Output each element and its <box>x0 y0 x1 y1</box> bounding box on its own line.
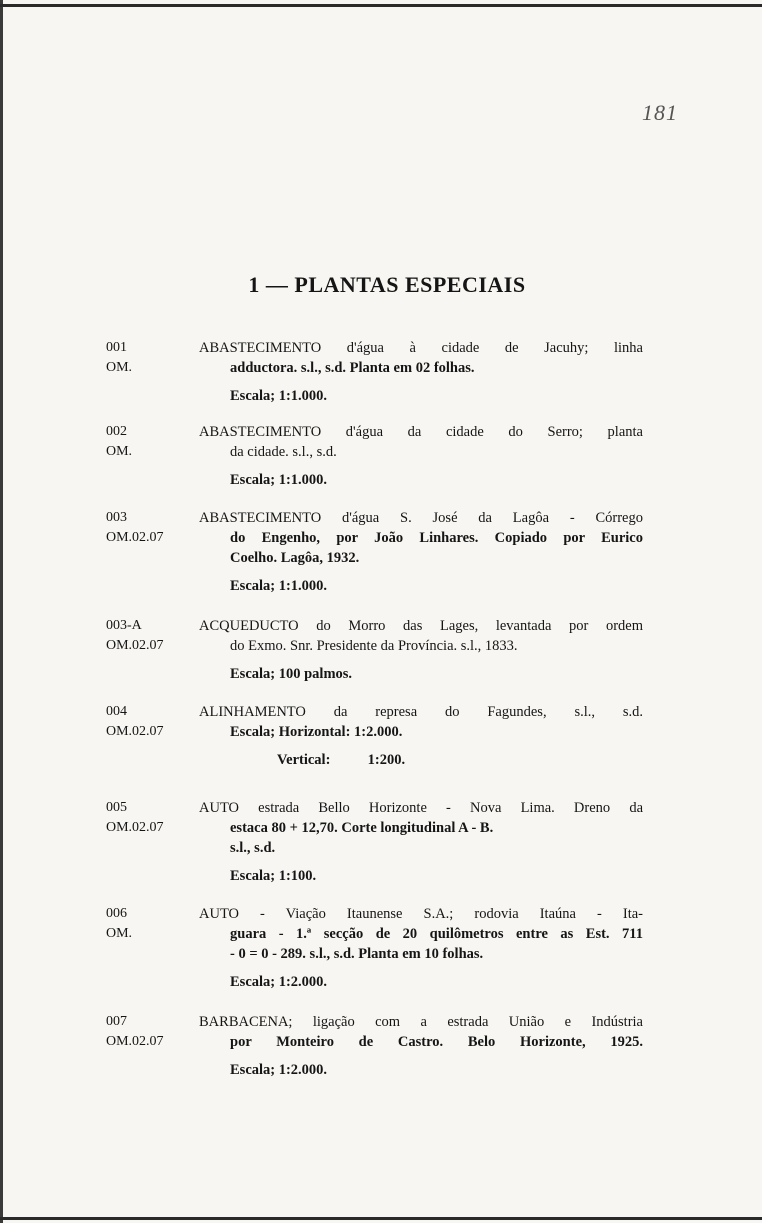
entry-line: guara - 1.ª secção de 20 quilômetros entre as Est. 711 <box>230 926 643 942</box>
entry-line: - 0 = 0 - 289. s.l., s.d. Planta em 10 folhas. <box>230 946 484 962</box>
entry-line: ALINHAMENTO da represa do Fagundes, s.l., s.d. <box>199 704 643 720</box>
entry-location: OM.02.07 <box>106 724 164 739</box>
entry-number: 003 <box>106 510 127 525</box>
entry-scale: Escala; 1:2.000. <box>230 974 328 990</box>
vertical-scale-value: 1:200. <box>367 752 406 768</box>
entry-line: da cidade. s.l., s.d. <box>230 444 337 460</box>
entry-location: OM. <box>106 360 133 375</box>
catalog-entry <box>0 338 762 422</box>
vertical-scale-label: Vertical: <box>277 752 331 768</box>
entry-scale: Escala; 1:100. <box>230 868 317 884</box>
entry-description <box>199 338 643 406</box>
entry-description <box>199 702 643 770</box>
entry-code <box>106 422 196 462</box>
entry-line: BARBACENA; ligação com a estrada União e Indústria <box>199 1014 643 1030</box>
entry-scale-vertical <box>199 750 643 770</box>
section-title: 1 — PLANTAS ESPECIAIS <box>248 272 526 297</box>
catalog-entry <box>0 616 762 702</box>
entry-code <box>106 798 196 838</box>
entry-line: ACQUEDUCTO do Morro das Lages, levantada por ordem <box>199 618 643 634</box>
catalog-entry <box>0 508 762 616</box>
page-number: 181 <box>642 100 678 125</box>
entry-number: 002 <box>106 424 127 439</box>
entry-code <box>106 338 196 378</box>
entry-line: do Engenho, por João Linhares. Copiado por Eurico <box>230 530 643 546</box>
entry-code <box>106 616 196 656</box>
entry-description <box>199 798 643 886</box>
entry-code <box>106 508 196 548</box>
catalog-entry <box>0 798 762 904</box>
entry-scale: Escala; 100 palmos. <box>230 666 353 682</box>
entry-number: 007 <box>106 1014 127 1029</box>
entry-code <box>106 904 196 944</box>
entry-scale: Escala; 1:2.000. <box>230 1062 328 1078</box>
entry-line: adductora. s.l., s.d. Planta em 02 folhas. <box>230 360 475 376</box>
entry-line: AUTO - Viação Itaunense S.A.; rodovia Itaúna - Ita- <box>199 906 643 922</box>
entry-location: OM.02.07 <box>106 1034 164 1049</box>
entry-number: 003-A <box>106 618 142 633</box>
entry-description <box>199 616 643 684</box>
entry-scale: Escala; 1:1.000. <box>230 388 328 404</box>
top-border-line <box>0 4 762 7</box>
entry-line: Coelho. Lagôa, 1932. <box>230 550 360 566</box>
entry-scale: Escala; 1:1.000. <box>230 472 328 488</box>
catalog-entry <box>0 702 762 798</box>
catalog-entry <box>0 1012 762 1098</box>
entry-location: OM. <box>106 444 133 459</box>
entry-number: 006 <box>106 906 127 921</box>
entry-scale: Escala; 1:1.000. <box>230 578 328 594</box>
entry-location: OM. <box>106 926 133 941</box>
catalog-entries <box>0 338 762 1098</box>
catalog-entry <box>0 422 762 508</box>
entry-line: do Exmo. Snr. Presidente da Província. s.l., 1833. <box>230 638 518 654</box>
entry-description <box>199 904 643 992</box>
entry-description <box>199 1012 643 1080</box>
entry-location: OM.02.07 <box>106 530 164 545</box>
entry-location: OM.02.07 <box>106 820 164 835</box>
entry-number: 005 <box>106 800 127 815</box>
entry-code <box>106 1012 196 1052</box>
entry-description <box>199 508 643 596</box>
entry-code <box>106 702 196 742</box>
bottom-border-line <box>0 1217 762 1220</box>
entry-number: 001 <box>106 340 127 355</box>
entry-line: ABASTECIMENTO d'água à cidade de Jacuhy; linha <box>199 340 643 356</box>
entry-location: OM.02.07 <box>106 638 164 653</box>
entry-line: s.l., s.d. <box>230 840 276 856</box>
entry-line: ABASTECIMENTO d'água S. José da Lagôa - Córrego <box>199 510 643 526</box>
entry-line: por Monteiro de Castro. Belo Horizonte, 1925. <box>230 1034 643 1050</box>
entry-line: Escala; Horizontal: 1:2.000. <box>230 724 403 740</box>
entry-description <box>199 422 643 490</box>
catalog-entry <box>0 904 762 1012</box>
entry-line: estaca 80 + 12,70. Corte longitudinal A - B. <box>230 820 494 836</box>
entry-line: ABASTECIMENTO d'água da cidade do Serro; planta <box>199 424 643 440</box>
entry-number: 004 <box>106 704 127 719</box>
entry-line: AUTO estrada Bello Horizonte - Nova Lima. Dreno da <box>199 800 643 816</box>
